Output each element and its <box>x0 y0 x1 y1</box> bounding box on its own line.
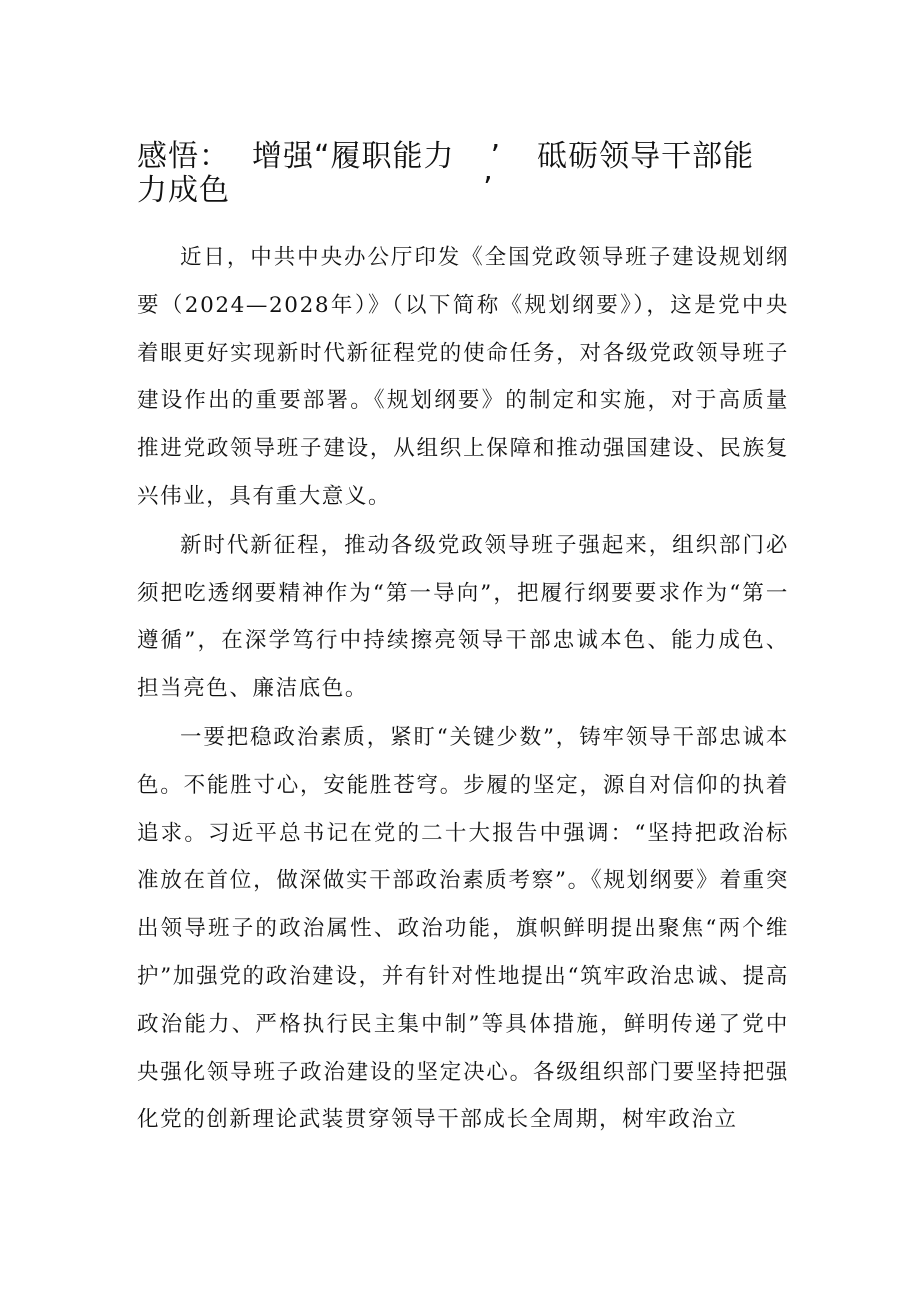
title-part-4: 砥砺领导干部能 <box>537 139 755 174</box>
title-stray-quote: ’ <box>483 171 494 206</box>
title-part-2: 增强“履职能力 <box>252 139 455 174</box>
paragraph-2: 新时代新征程，推动各级党政领导班子强起来，组织部门必须把吃透纲要精神作为“第一导向”，把履行纲要要求作为“第一遵循”，在深学笃行中持续擦亮领导干部忠诚本色、能力成色、担当亮色、廉洁底色。 <box>137 532 789 702</box>
document-body <box>137 234 789 1145</box>
paragraph-3: 一要把稳政治素质，紧盯“关键少数”，铸牢领导干部忠诚本色。不能胜寸心，安能胜苍穹。步履的坚定，源自对信仰的执着追求。习近平总书记在党的二十大报告中强调：“坚持把政治标准放在首位，做深做实干部政治素质考察”。《规划纲要》着重突出领导班子的政治属性、政治功能，旗帜鲜明提出聚焦“两个维护”加强党的政治建设，并有针对性地提出“筑牢政治忠诚、提高政治能力、严格执行民主集中制”等具体措施，鲜明传递了党中央强化领导班子政治建设的坚定决心。各级组织部门要坚持把强化党的创新理论武装贯穿领导干部成长全周期，树牢政治立 <box>137 724 789 1133</box>
title-part-1: 感悟： <box>137 139 230 174</box>
title-line-2: 力成色 <box>137 173 230 208</box>
document-title <box>137 140 777 208</box>
title-part-3: ’ <box>490 139 502 174</box>
paragraph-1: 近日，中共中央办公厅印发《全国党政领导班子建设规划纲要（2024—2028年）》（以下简称《规划纲要》），这是党中央着眼更好实现新时代新征程党的使命任务，对各级党政领导班子建设作出的重要部署。《规划纲要》的制定和实施，对于高质量推进党政领导班子建设，从组织上保障和推动强国建设、民族复兴伟业，具有重大意义。 <box>137 245 789 509</box>
